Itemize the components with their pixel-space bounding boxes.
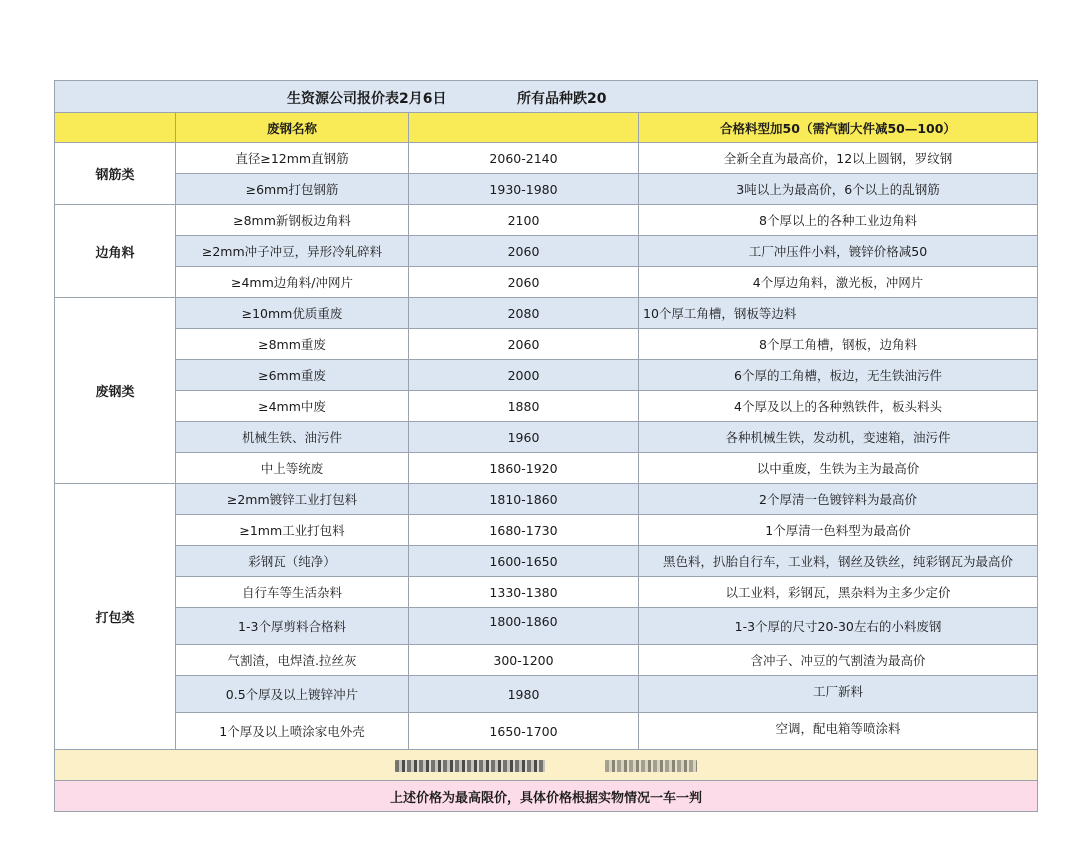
title-row [55, 81, 1038, 113]
item-name: 彩钢瓦（纯净） [176, 546, 409, 577]
table-row [55, 236, 1038, 267]
item-note: 工厂冲压件小料，镀锌价格减50 [639, 236, 1038, 267]
pixelated-text [605, 760, 697, 772]
item-price: 2060-2140 [409, 143, 639, 174]
item-name: 直径≥12mm直钢筋 [176, 143, 409, 174]
item-price: 300-1200 [409, 645, 639, 676]
table-row [55, 329, 1038, 360]
item-name: ≥6mm打包钢筋 [176, 174, 409, 205]
item-price: 1800-1860 [409, 608, 639, 645]
contact-row [55, 750, 1038, 781]
item-price: 1600-1650 [409, 546, 639, 577]
item-note: 8个厚工角槽，钢板，边角料 [639, 329, 1038, 360]
item-price: 1650-1700 [409, 713, 639, 750]
item-note: 4个厚边角料，激光板，冲网片 [639, 267, 1038, 298]
category-cell: 钢筋类 [55, 143, 176, 205]
item-note: 工厂新料 [639, 676, 1038, 713]
item-name: ≥6mm重废 [176, 360, 409, 391]
header-note: 合格料型加50（需汽割大件减50—100） [639, 113, 1038, 143]
table-row [55, 546, 1038, 577]
table-row [55, 713, 1038, 750]
table-row [55, 676, 1038, 713]
pixelated-text [395, 760, 545, 772]
item-name: 中上等统废 [176, 453, 409, 484]
item-price: 2000 [409, 360, 639, 391]
price-table [54, 80, 1038, 812]
item-name: 自行车等生活杂料 [176, 577, 409, 608]
item-name: ≥1mm工业打包料 [176, 515, 409, 546]
redacted-contact [55, 750, 1038, 781]
item-name: ≥2mm镀锌工业打包料 [176, 484, 409, 515]
table-row [55, 143, 1038, 174]
item-note: 10个厚工角槽，钢板等边料 [639, 298, 1038, 329]
table-row [55, 515, 1038, 546]
item-name: 气割渣，电焊渣.拉丝灰 [176, 645, 409, 676]
item-name: ≥4mm中废 [176, 391, 409, 422]
item-note: 1-3个厚的尺寸20-30左右的小料废钢 [639, 608, 1038, 645]
item-note: 以工业料，彩钢瓦，黑杂料为主多少定价 [639, 577, 1038, 608]
table-row [55, 174, 1038, 205]
table-row [55, 608, 1038, 645]
header-price [409, 113, 639, 143]
item-price: 1880 [409, 391, 639, 422]
item-note: 以中重废，生铁为主为最高价 [639, 453, 1038, 484]
item-note: 2个厚清一色镀锌料为最高价 [639, 484, 1038, 515]
item-price: 1680-1730 [409, 515, 639, 546]
table-row [55, 577, 1038, 608]
table-row [55, 453, 1038, 484]
table-row [55, 267, 1038, 298]
item-note: 4个厚及以上的各种熟铁件，板头料头 [639, 391, 1038, 422]
item-name: 机械生铁、油污件 [176, 422, 409, 453]
item-note: 全新全直为最高价，12以上圆钢，罗纹钢 [639, 143, 1038, 174]
item-name: ≥8mm新钢板边角料 [176, 205, 409, 236]
title-cell [55, 81, 1038, 113]
item-note: 3吨以上为最高价，6个以上的乱钢筋 [639, 174, 1038, 205]
footer-disclaimer: 上述价格为最高限价，具体价格根据实物情况一车一判 [55, 781, 1038, 812]
item-price: 2060 [409, 329, 639, 360]
item-price: 2060 [409, 236, 639, 267]
table-row [55, 391, 1038, 422]
category-cell: 废钢类 [55, 298, 176, 484]
item-name: ≥4mm边角料/冲网片 [176, 267, 409, 298]
item-price: 1930-1980 [409, 174, 639, 205]
item-price: 1330-1380 [409, 577, 639, 608]
item-name: 0.5个厚及以上镀锌冲片 [176, 676, 409, 713]
item-note: 各种机械生铁，发动机，变速箱，油污件 [639, 422, 1038, 453]
item-name: ≥2mm冲子冲豆，异形冷轧碎料 [176, 236, 409, 267]
table-row [55, 422, 1038, 453]
item-price: 1960 [409, 422, 639, 453]
item-price: 2060 [409, 267, 639, 298]
item-price: 2100 [409, 205, 639, 236]
category-cell: 边角料 [55, 205, 176, 298]
item-price: 2080 [409, 298, 639, 329]
header-name: 废钢名称 [176, 113, 409, 143]
page-title: 生资源公司报价表2月6日 [287, 91, 447, 107]
item-note: 含冲子、冲豆的气割渣为最高价 [639, 645, 1038, 676]
item-name: ≥8mm重废 [176, 329, 409, 360]
item-price: 1810-1860 [409, 484, 639, 515]
item-note: 8个厚以上的各种工业边角料 [639, 205, 1038, 236]
footer-row [55, 781, 1038, 812]
item-price: 1860-1920 [409, 453, 639, 484]
item-name: 1个厚及以上喷涂家电外壳 [176, 713, 409, 750]
table-row [55, 645, 1038, 676]
item-note: 黑色料，扒胎自行车，工业料，钢丝及铁丝，纯彩钢瓦为最高价 [639, 546, 1038, 577]
price-change-note: 所有品种跌20 [517, 91, 607, 107]
table-row [55, 360, 1038, 391]
item-note: 1个厚清一色料型为最高价 [639, 515, 1038, 546]
header-category [55, 113, 176, 143]
item-price: 1980 [409, 676, 639, 713]
item-name: 1-3个厚剪料合格料 [176, 608, 409, 645]
table-row [55, 298, 1038, 329]
table-row [55, 484, 1038, 515]
item-name: ≥10mm优质重废 [176, 298, 409, 329]
item-note: 6个厚的工角槽，板边，无生铁油污件 [639, 360, 1038, 391]
header-row [55, 113, 1038, 143]
category-cell: 打包类 [55, 484, 176, 750]
item-note: 空调，配电箱等喷涂料 [639, 713, 1038, 750]
table-row [55, 205, 1038, 236]
